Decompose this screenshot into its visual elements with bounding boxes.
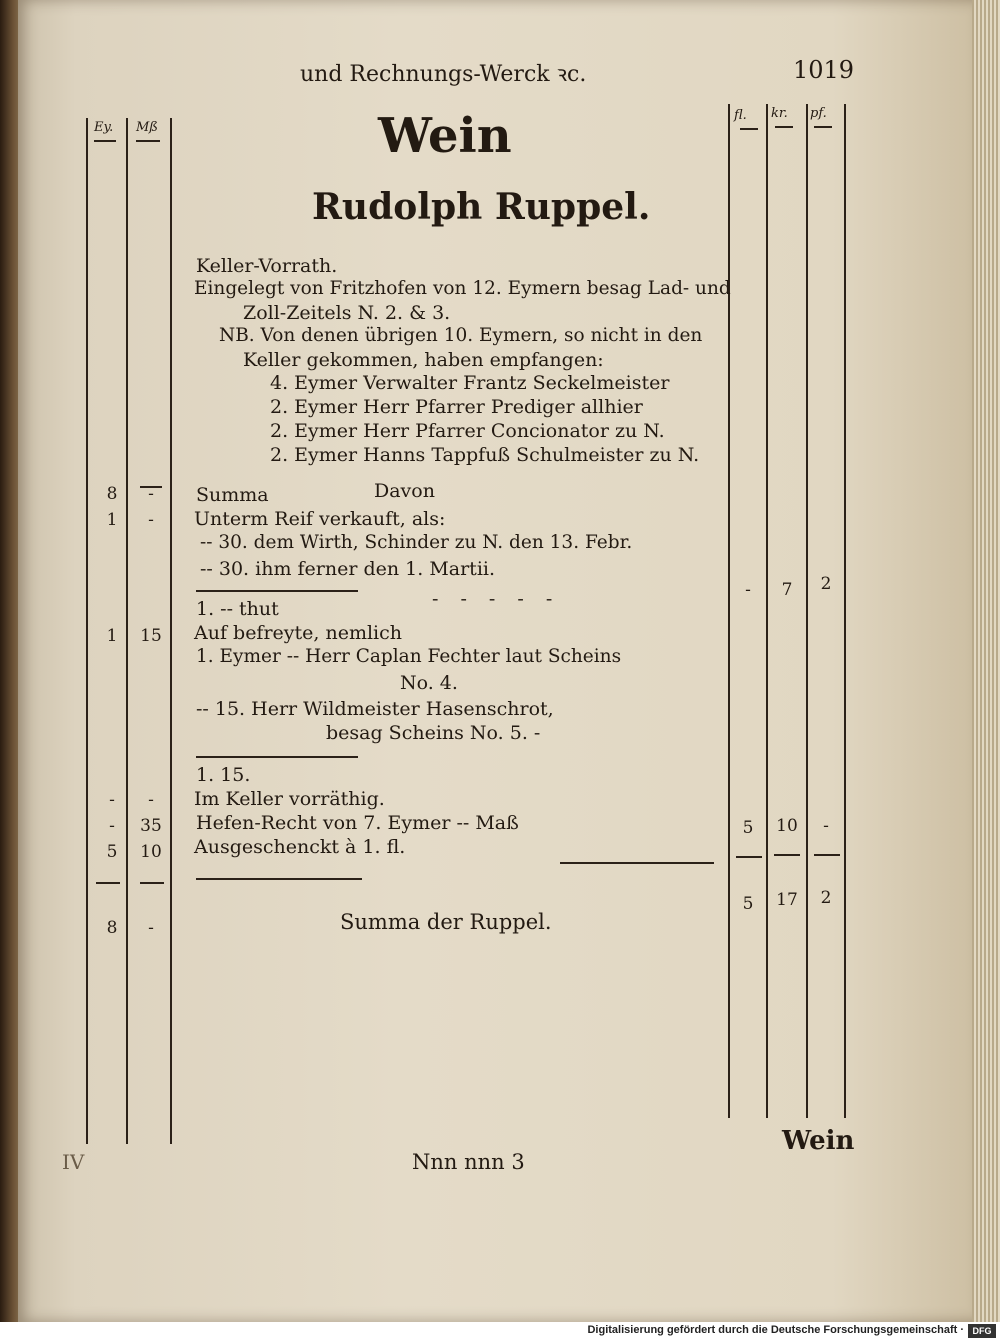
entry-line: besag Scheins No. 5. - <box>326 722 541 744</box>
entry-line: Zoll-Zeitels N. 2. & 3. <box>243 302 451 324</box>
pfennig-value: 2 <box>820 888 832 908</box>
eymer-value: 1 <box>106 626 118 646</box>
entry-line: Ausgeschenckt à 1. fl. <box>194 836 406 858</box>
entry-line: 1. 15. <box>196 764 251 786</box>
eymer-value: 1 <box>106 510 118 530</box>
total-rule <box>736 856 762 858</box>
entry-line: 4. Eymer Verwalter Frantz Seckelmeister <box>270 372 670 394</box>
entry-line: Hefen-Recht von 7. Eymer -- Maß <box>196 812 519 834</box>
eymer-value: - <box>109 790 115 810</box>
page-number: 1019 <box>793 56 855 84</box>
gulden-value: 5 <box>742 894 754 914</box>
col-head-underline <box>775 126 793 128</box>
dfg-logo: DFG <box>968 1324 996 1338</box>
col-head-kreuzer: kr. <box>771 106 788 121</box>
mass-value: - <box>148 510 154 530</box>
mass-value: 10 <box>140 842 162 862</box>
col-head-underline <box>136 140 160 142</box>
column-rule <box>844 104 846 1118</box>
total-rule <box>196 878 362 880</box>
col-head-gulden: fl. <box>734 108 747 123</box>
eymer-value: 8 <box>106 484 118 504</box>
entry-line: 1. Eymer -- Herr Caplan Fechter laut Scheins <box>196 646 622 667</box>
mass-value: 35 <box>140 816 162 836</box>
kreuzer-value: 10 <box>776 816 798 836</box>
entry-line: Unterm Reif verkauft, als: <box>194 508 446 530</box>
entry-line: 1. -- thut <box>196 598 279 620</box>
total-rule <box>96 882 120 884</box>
gulden-value: - <box>745 580 751 600</box>
margin-mark: IV <box>62 1150 85 1174</box>
pfennig-value: - <box>823 816 829 836</box>
total-rule <box>560 862 714 864</box>
col-head-underline <box>814 126 832 128</box>
mass-value: - <box>148 918 154 938</box>
entry-line: NB. Von denen übrigen 10. Eymern, so nicht in den <box>219 325 703 346</box>
entry-line: Keller-Vorrath. <box>196 255 338 277</box>
entry-line: Im Keller vorräthig. <box>194 788 385 810</box>
col-head-underline <box>94 140 116 142</box>
mass-value: - <box>148 484 154 504</box>
col-head-eymer: Ey. <box>94 120 114 135</box>
mass-value: 15 <box>140 626 162 646</box>
entry-line: Keller gekommen, haben empfangen: <box>243 349 604 371</box>
total-rule <box>774 854 800 856</box>
column-rule <box>170 118 172 1144</box>
col-head-underline <box>740 128 758 130</box>
column-rule <box>126 118 128 1144</box>
subtotal-rule <box>196 756 358 758</box>
col-head-mass: Mß <box>136 120 158 135</box>
gulden-value: 5 <box>742 818 754 838</box>
column-rule <box>728 104 730 1118</box>
column-rule <box>766 104 768 1118</box>
col-head-pfennig: pf. <box>810 106 827 121</box>
entry-line: No. 4. <box>400 672 458 694</box>
mass-value: - <box>148 790 154 810</box>
catchword: Wein <box>782 1126 855 1156</box>
kreuzer-value: 7 <box>781 580 793 600</box>
entry-line: 2. Eymer Hanns Tappfuß Schulmeister zu N. <box>270 444 700 466</box>
running-head: und Rechnungs-Werck ꝛc. <box>300 62 587 87</box>
entry-line: -- 30. dem Wirth, Schinder zu N. den 13. Febr. <box>200 532 633 553</box>
column-rule <box>86 118 88 1144</box>
pfennig-value: 2 <box>820 574 832 594</box>
leader-dashes: - - - - - <box>432 588 561 610</box>
page-title: Wein <box>378 108 512 164</box>
davon-label: Davon <box>374 480 435 502</box>
column-rule <box>806 104 808 1118</box>
summa-label: Summa <box>196 484 269 506</box>
total-rule <box>814 854 840 856</box>
summa-total-label: Summa der Ruppel. <box>340 910 552 934</box>
eymer-value: 5 <box>106 842 118 862</box>
eymer-value: 8 <box>106 918 118 938</box>
entry-line: -- 30. ihm ferner den 1. Martii. <box>200 558 496 580</box>
page-subtitle: Rudolph Ruppel. <box>312 186 651 228</box>
page-stack-edge <box>972 0 1000 1322</box>
total-rule <box>140 882 164 884</box>
footer-credit: Digitalisierung gefördert durch die Deutsche Forschungsgemeinschaft · <box>587 1324 964 1336</box>
entry-line: 2. Eymer Herr Pfarrer Concionator zu N. <box>270 420 665 442</box>
signature-mark: Nnn nnn 3 <box>412 1150 525 1174</box>
entry-line: Eingelegt von Fritzhofen von 12. Eymern besag Lad- und <box>194 278 731 299</box>
entry-line: -- 15. Herr Wildmeister Hasenschrot, <box>196 698 554 720</box>
column-rule-short <box>140 486 162 488</box>
entry-line: Auf befreyte, nemlich <box>194 622 403 644</box>
kreuzer-value: 17 <box>776 890 798 910</box>
entry-line: 2. Eymer Herr Pfarrer Prediger allhier <box>270 396 643 418</box>
subtotal-rule <box>196 590 358 592</box>
eymer-value: - <box>109 816 115 836</box>
